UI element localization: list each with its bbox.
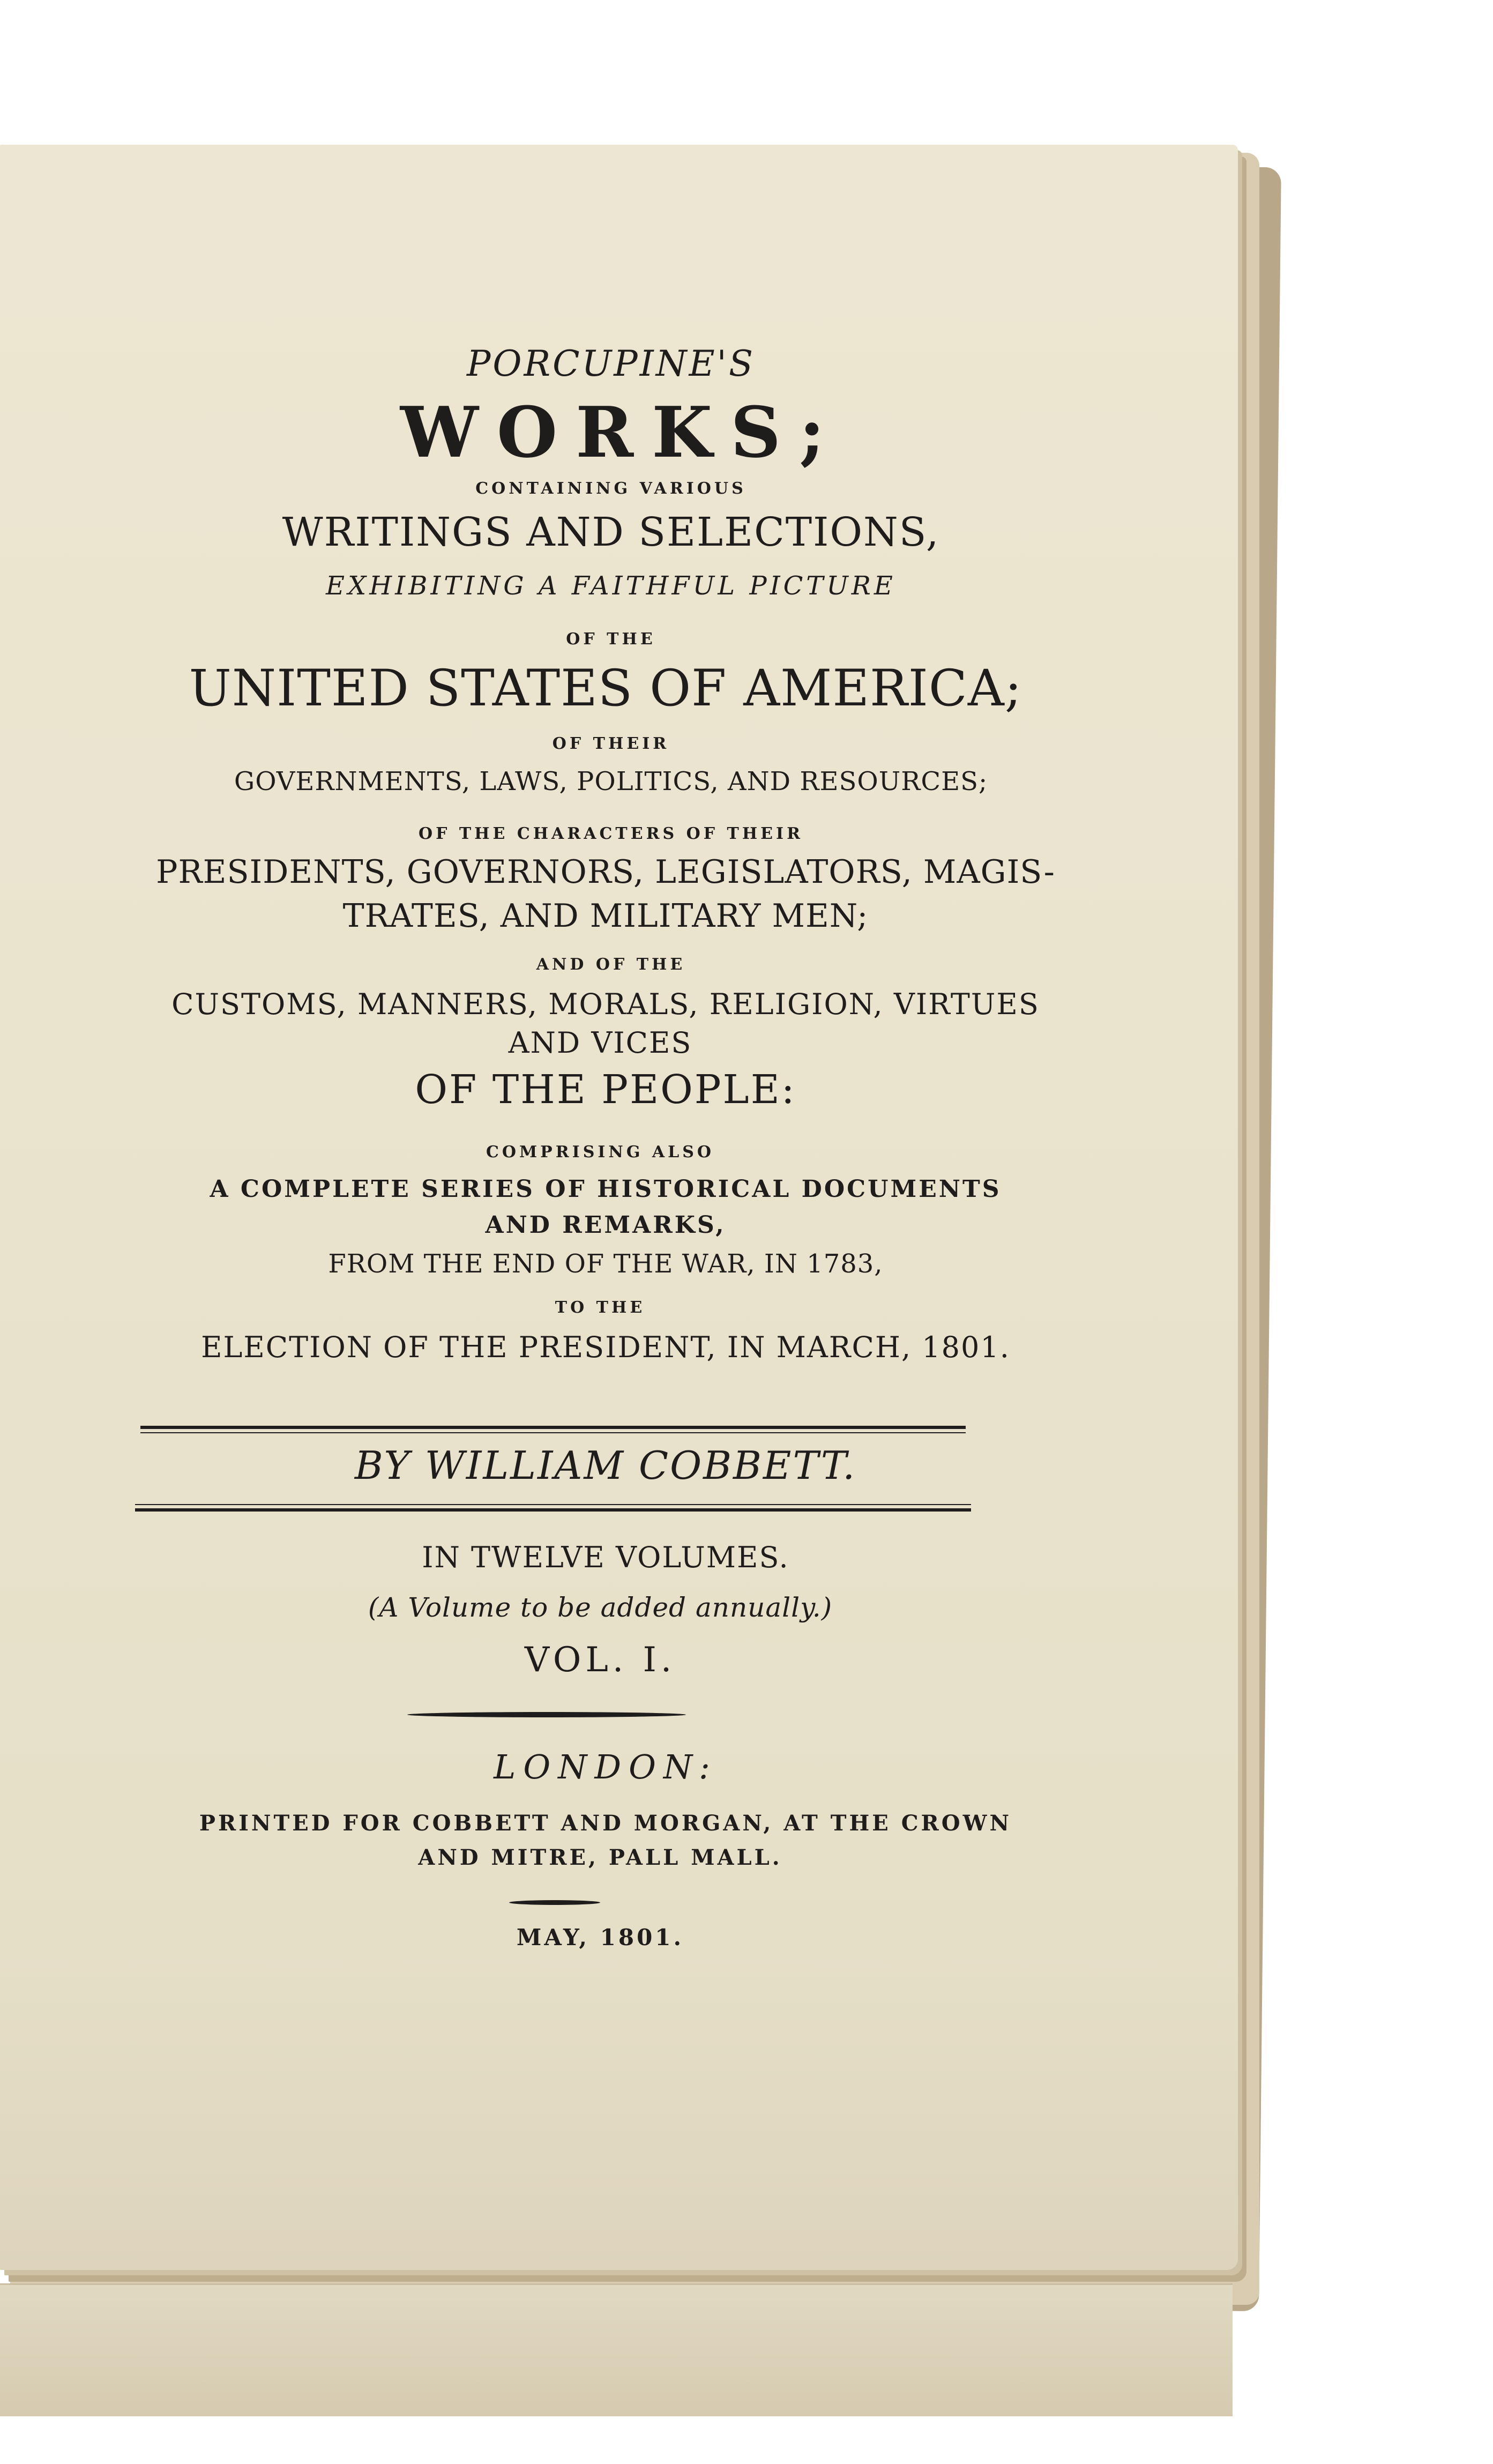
printed-line-2: AND MITRE, PALL MALL. [418, 1845, 782, 1870]
comprising-line: COMPRISING ALSO [486, 1143, 715, 1162]
to-the-line: TO THE [555, 1298, 646, 1317]
ornamental-rule-2 [509, 1900, 600, 1905]
byline: BY WILLIAM COBBETT. [354, 1443, 857, 1488]
annual-line: (A Volume to be added annually.) [368, 1592, 833, 1623]
vices-line: AND VICES [508, 1026, 692, 1060]
series-line: A COMPLETE SERIES OF HISTORICAL DOCUMENTS [210, 1175, 1002, 1203]
trates-line: TRATES, AND MILITARY MEN; [342, 897, 869, 935]
of-the-line-1: OF THE [566, 630, 656, 649]
exhibiting-line: EXHIBITING A FAITHFUL PICTURE [326, 571, 896, 601]
printed-line-1: PRINTED FOR COBBETT AND MORGAN, AT THE CROWN [199, 1811, 1012, 1836]
rule-above-byline-thin [140, 1432, 966, 1433]
governments-line: GOVERNMENTS, LAWS, POLITICS, AND RESOURCES; [234, 766, 988, 796]
page-bottom-deckle [0, 2283, 1233, 2416]
of-their-line: OF THEIR [552, 734, 670, 753]
election-line: ELECTION OF THE PRESIDENT, IN MARCH, 1801. [201, 1330, 1010, 1364]
rule-above-byline-thick [140, 1426, 966, 1429]
title-page [0, 145, 1238, 2270]
remarks-line: AND REMARKS, [485, 1211, 726, 1239]
main-title: WORKS; [400, 391, 843, 473]
rule-below-byline-thin [135, 1504, 971, 1505]
from-war-line: FROM THE END OF THE WAR, IN 1783, [328, 1249, 883, 1279]
and-of-the-line: AND OF THE [536, 955, 686, 974]
customs-line: CUSTOMS, MANNERS, MORALS, RELIGION, VIRTUES [171, 987, 1040, 1021]
rule-below-byline-thick [135, 1508, 971, 1512]
volumes-line: IN TWELVE VOLUMES. [422, 1540, 789, 1574]
presidents-line: PRESIDENTS, GOVERNORS, LEGISLATORS, MAGIS- [156, 853, 1055, 891]
city-line: LONDON: [494, 1747, 718, 1786]
people-line: OF THE PEOPLE: [415, 1067, 796, 1113]
characters-line: OF THE CHARACTERS OF THEIR [418, 824, 804, 843]
volume-number: VOL. I. [524, 1640, 676, 1680]
containing-line: CONTAINING VARIOUS [475, 479, 746, 498]
country-line: UNITED STATES OF AMERICA; [189, 659, 1022, 718]
date-line: MAY, 1801. [516, 1924, 684, 1951]
ornamental-rule-1 [407, 1712, 686, 1717]
writings-line: WRITINGS AND SELECTIONS, [282, 509, 940, 555]
author-pseudonym: PORCUPINE'S [466, 343, 756, 384]
